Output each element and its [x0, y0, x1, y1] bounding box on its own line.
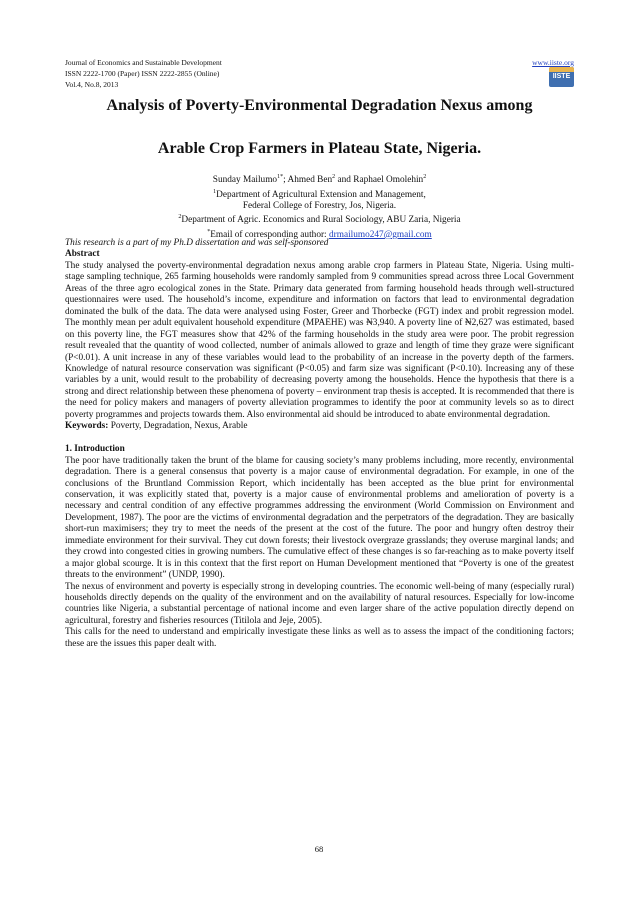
journal-volume: Vol.4, No.8, 2013 — [65, 80, 119, 89]
section-gap — [65, 433, 574, 444]
title-line-2: Arable Crop Farmers in Plateau State, Nigeria. — [157, 140, 482, 157]
author-block — [65, 172, 574, 241]
affiliation-1-sup: 1 — [213, 188, 217, 195]
author-2: ; Ahmed Ben — [283, 175, 333, 186]
affiliation-1-text: Department of Agricultural Extension and Management, — [216, 189, 426, 200]
affiliation-1b: Federal College of Forestry, Jos, Nigeria. — [242, 201, 397, 211]
author-names — [65, 172, 574, 187]
page-number: 68 — [314, 844, 324, 854]
journal-issn: ISSN 2222-1700 (Paper) ISSN 2222-2855 (Online) — [65, 69, 220, 78]
affiliation-2-text: Department of Agric. Economics and Rural Sociology, ABU Zaria, Nigeria — [181, 215, 461, 226]
introduction-paragraph-3: This calls for the need to understand and empirically investigate these links as well as to assess the impact of the conditioning factors; these are the issues this paper dealt with. — [65, 627, 574, 649]
email-label: Email of corresponding author: — [210, 230, 329, 240]
email-sup: * — [207, 228, 211, 235]
affiliation-2-sup: 2 — [178, 214, 182, 221]
keywords-text: Poverty, Degradation, Nexus, Arable — [108, 421, 248, 432]
logo-text: IISTE — [552, 73, 571, 80]
journal-url-link[interactable]: www.iiste.org — [532, 58, 574, 67]
author-1-sup: 1* — [277, 174, 284, 180]
keywords-label: Keywords: — [65, 421, 109, 432]
paper-title — [65, 96, 574, 158]
paper-body — [65, 238, 574, 650]
sponsorship-note: This research is a part of my Ph.D dissertation and was self-sponsored — [65, 238, 329, 248]
introduction-paragraph-1: The poor have traditionally taken the brunt of the blame for causing society’s many problems including, more recently, environmental degradation. There is a general consensus that poverty is a major cause of environmental degradation. For example, in one of the conclusions of the Bruntland Commission Report, which incidentally has been accepted as the blue print for environmental conservation, it was explicitly stated that, poverty is a major cause of environmental problems and amelioration of poverty is a necessary and central condition of any effective programmes addressing the environment (World Commission on Environment and Development, 1987). The poor are the victims of environmental degradation and the perpetrators of the degradation. They are basically short-run maximisers; they try to meet the needs of the present at the cost of the future. The poor and hungry often destroy their immediate environment for their survival. They cut down forests; their livestock overgraze grasslands; they overuse marginal lands; and they crowd into congested cities in growing numbers. The cumulative effect of these changes is so far-reaching as to make poverty itself a major global scourge. It is in this context that the first report on Human Development mentioned that “Poverty is one of the greatest threats to the environment” (UNDP, 1990). — [65, 455, 574, 581]
introduction-heading: 1. Introduction — [65, 444, 125, 455]
introduction-paragraph-2: The nexus of environment and poverty is especially strong in developing countries. The economic well-being of many (especially rural) households directly depends on the quality of the environment and on the availability of natural resources. Especially for low-income countries like Nigeria, a substantial percentage of national income and even larger share of the active population directly depend on agricultural, forestry and fisheries resources (Titilola and Jeje, 2005). — [65, 581, 574, 626]
journal-name: Journal of Economics and Sustainable Development — [65, 58, 222, 67]
author-2-sup: 2 — [332, 174, 336, 180]
affiliation-2 — [65, 212, 574, 227]
title-line-1: Analysis of Poverty-Environmental Degradation Nexus among — [106, 97, 533, 114]
iiste-logo — [549, 67, 574, 87]
abstract-heading: Abstract — [65, 249, 100, 260]
abstract-text: The study analysed the poverty-environmental degradation nexus among arable crop farmers in Plateau State, Nigeria. Using multi-stage sampling technique, 265 farming households were randomly sampled from 9 communities spread across three Local Government Areas of the three agro ecological zones in the State. Primary data generated from farming household heads through well-structured questionnaires were used. The household’s income, expenditure and information on factors that lead to environmental degradation dominated the bulk of the data. The data were analysed using Foster, Greer and Thorbecke (FGT) index and probit regression model. The monthly mean per adult equivalent household expenditure (MPAEHE) was ₦3,940. A poverty line of ₦2,627 was estimated, based on this poverty line, the FGT measures show that 42% of the farming households in the study area were poor. The probit regression result revealed that the quantity of wood collected, number of animals allowed to graze and length of time they graze were significant (P<0.01). A unit increase in any of these variables would lead to the probability of an increase in the poverty depth of the farmers. Knowledge of natural resource conservation was significant (P<0.05) and farm size was significant (P<0.10). Increasing any of these variables by a unit, would result to the probability of decreasing poverty among the households. Hence the hypothesis that there is a strong and direct relationship between these phenomena of poverty – environment trap thesis is accepted. It is recommended that there is the need for policy makers and managers of poverty alleviation programmes to identify the poor at community levels so as to direct poverty programmes and projects towards them. Also environmental aid should be introduced to abate environmental degradation. — [65, 260, 574, 420]
author-3: and Raphael Omolehin — [335, 175, 424, 186]
logo-accent-bar — [549, 67, 574, 72]
affiliation-1 — [65, 187, 574, 202]
author-1: Sunday Mailumo — [212, 175, 278, 186]
journal-header — [65, 57, 574, 90]
author-3-sup: 2 — [423, 174, 427, 180]
email-link[interactable]: drmailumo247@gmail.com — [328, 230, 432, 240]
keywords-line — [65, 421, 574, 432]
